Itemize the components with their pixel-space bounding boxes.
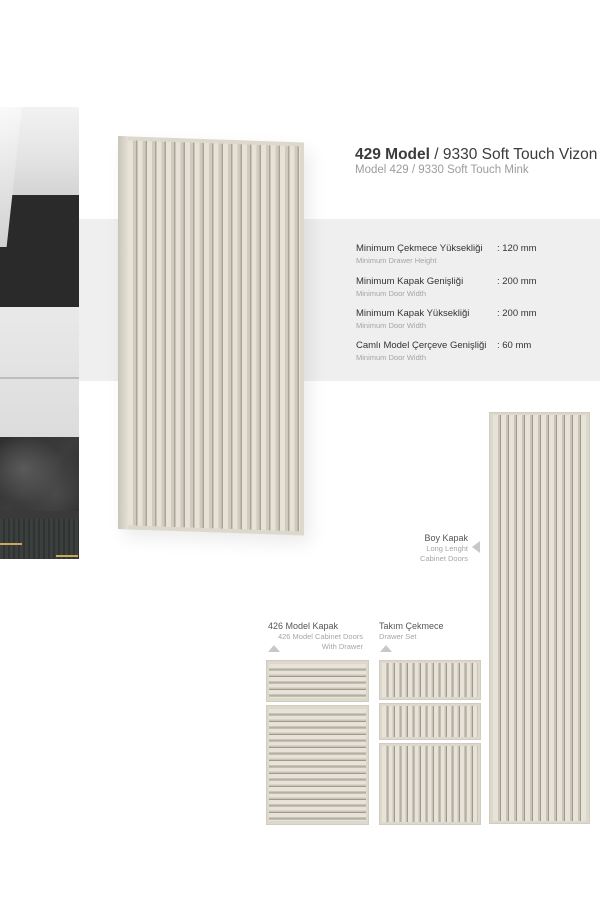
takim-label [379,621,444,641]
photo-base-cabinets [0,519,79,559]
model-426-sub1: 426 Model Cabinet Doors [277,632,363,641]
drawer-set-panel [379,703,481,740]
spec-value: : 200 mm [497,276,537,287]
photo-handle [56,555,78,557]
photo-cabinet-line [0,377,79,379]
title-rest: / 9330 Soft Touch Vizon [429,146,598,163]
drawer-set-panel [379,743,481,825]
door-sample-image [118,136,304,535]
spec-label: Minimum Kapak Yüksekliği [356,308,470,319]
arrow-left-icon [472,541,480,553]
spec-label: Camlı Model Çerçeve Genişliği [356,340,487,351]
spec-row [356,340,532,362]
kitchen-photo [0,107,79,559]
arrow-up-icon [268,645,280,652]
model-426-sub2: With Drawer [321,642,363,651]
spec-value: : 200 mm [497,308,537,319]
cabinet-door-panel [266,705,369,825]
panel-slats [382,663,478,697]
panel-slats [382,746,478,822]
spec-sub: Minimum Door Width [356,321,427,330]
tall-cabinet-door-image [489,412,590,824]
tall-door-slats [493,415,586,821]
title-model: 429 Model [355,146,430,163]
takim-title: Takım Çekmece [379,621,444,631]
takim-sub: Drawer Set [379,632,417,641]
boy-kapak-sub2: Cabinet Doors [420,554,468,563]
cabinet-drawer-panel [266,660,369,702]
arrow-up-icon [380,645,392,652]
spec-label: Minimum Çekmece Yüksekliği [356,243,483,254]
page-subtitle: Model 429 / 9330 Soft Touch Mink [355,164,529,176]
panel-slats [382,706,478,737]
photo-upper-cabinets [0,307,79,437]
panel-slats [269,709,366,821]
spec-row [356,243,537,265]
boy-kapak-sub1: Long Lenght [426,544,468,553]
door-edge [118,136,128,529]
spec-sub: Minimum Door Width [356,289,427,298]
spec-row [356,308,537,330]
panel-slats [269,664,366,698]
door-slats [128,140,300,531]
page-title [355,146,597,164]
spec-value: : 120 mm [497,243,537,254]
spec-value: : 60 mm [497,340,532,351]
spec-label: Minimum Kapak Genişliği [356,276,464,287]
photo-counter [0,511,79,519]
spec-row [356,276,537,298]
photo-marble-wall [0,437,79,517]
boy-kapak-title: Boy Kapak [424,533,468,543]
spec-sub: Minimum Drawer Height [356,256,437,265]
boy-kapak-label [420,533,468,563]
spec-sub: Minimum Door Width [356,353,427,362]
drawer-set-panel [379,660,481,700]
model-426-label [268,621,363,651]
photo-handle [0,543,22,545]
model-426-title: 426 Model Kapak [268,621,339,631]
